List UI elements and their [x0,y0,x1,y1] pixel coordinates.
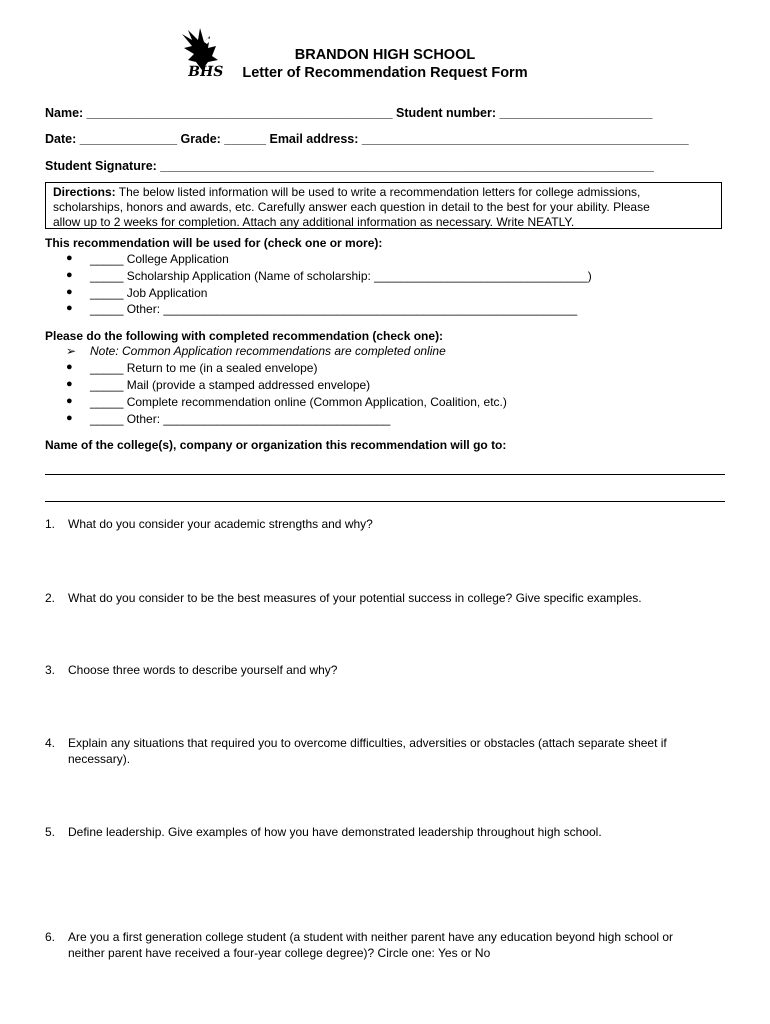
directions-label: Directions: [53,185,116,199]
question-text: Are you a first generation college student (a student with neither parent have any education beyond high school or [68,930,674,944]
question-text: What do you consider to be the best measures of your potential success in college? Give specific examples. [68,591,642,605]
completion-item-other[interactable]: _____ Other: __________________________________ [90,412,391,426]
question-text: Define leadership. Give examples of how you have demonstrated leadership throughout high school. [68,825,602,839]
bullet-icon: ● [66,302,73,314]
colleges-answer-line-1[interactable] [45,474,725,475]
colleges-answer-line-2[interactable] [45,501,725,502]
logo-text: BHS [186,64,225,80]
bullet-icon: ● [66,395,73,407]
bullet-icon: ● [66,252,73,264]
bullet-icon: ● [66,378,73,390]
bullet-icon: ● [66,269,73,281]
bullet-icon: ● [66,412,73,424]
completion-item-online[interactable]: _____ Complete recommendation online (Common Application, Coalition, etc.) [90,395,507,409]
question-number: 6. [45,930,56,944]
bullet-icon: ● [66,361,73,373]
question-number: 4. [45,736,56,750]
question-text: What do you consider your academic strengths and why? [68,517,373,531]
question-text-continued: necessary). [68,752,131,766]
usage-item-job[interactable]: _____ Job Application [90,286,208,300]
name-field[interactable]: Name: ____________________________________________ Student number: ______________________ [45,106,653,120]
directions-line-2: scholarships, honors and awards, etc. Carefully answer each question in detail to the best for your ability. Please [53,200,650,214]
usage-heading: This recommendation will be used for (check one or more): [45,236,383,250]
directions-line-1: The below listed information will be used to write a recommendation letters for college admissions, [115,185,641,199]
completion-note: Note: Common Application recommendations are completed online [90,344,446,358]
question-text: Explain any situations that required you to overcome difficulties, adversities or obstacles (attach separate sheet if [68,736,667,750]
question-number: 2. [45,591,56,605]
school-name: BRANDON HIGH SCHOOL [294,47,476,63]
directions-box [45,182,722,229]
arrow-bullet-icon: ➢ [66,344,77,358]
directions-line-3: allow up to 2 weeks for completion. Attach any additional information as necessary. Write NEATLY. [53,215,575,229]
completion-item-mail[interactable]: _____ Mail (provide a stamped addressed envelope) [90,378,371,392]
completion-heading: Please do the following with completed recommendation (check one): [45,329,444,343]
usage-item-other[interactable]: _____ Other: ______________________________________________________________ [90,302,578,316]
question-text: Choose three words to describe yourself and why? [68,663,338,677]
question-number: 1. [45,517,56,531]
form-title: Letter of Recommendation Request Form [242,65,528,81]
question-number: 3. [45,663,56,677]
completion-item-return[interactable]: _____ Return to me (in a sealed envelope) [90,361,318,375]
date-field[interactable]: Date: ______________ Grade: ______ Email address: _______________________________________________ [45,132,689,146]
usage-item-college[interactable]: _____ College Application [90,252,229,266]
colleges-heading: Name of the college(s), company or organization this recommendation will go to: [45,438,507,452]
bullet-icon: ● [66,286,73,298]
signature-field[interactable]: Student Signature: _______________________________________________________________________ [45,159,654,173]
question-number: 5. [45,825,56,839]
usage-item-scholarship[interactable]: _____ Scholarship Application (Name of scholarship: ________________________________) [90,269,592,283]
question-text-continued: neither parent have received a four-year college degree)? Circle one: Yes or No [68,946,491,960]
